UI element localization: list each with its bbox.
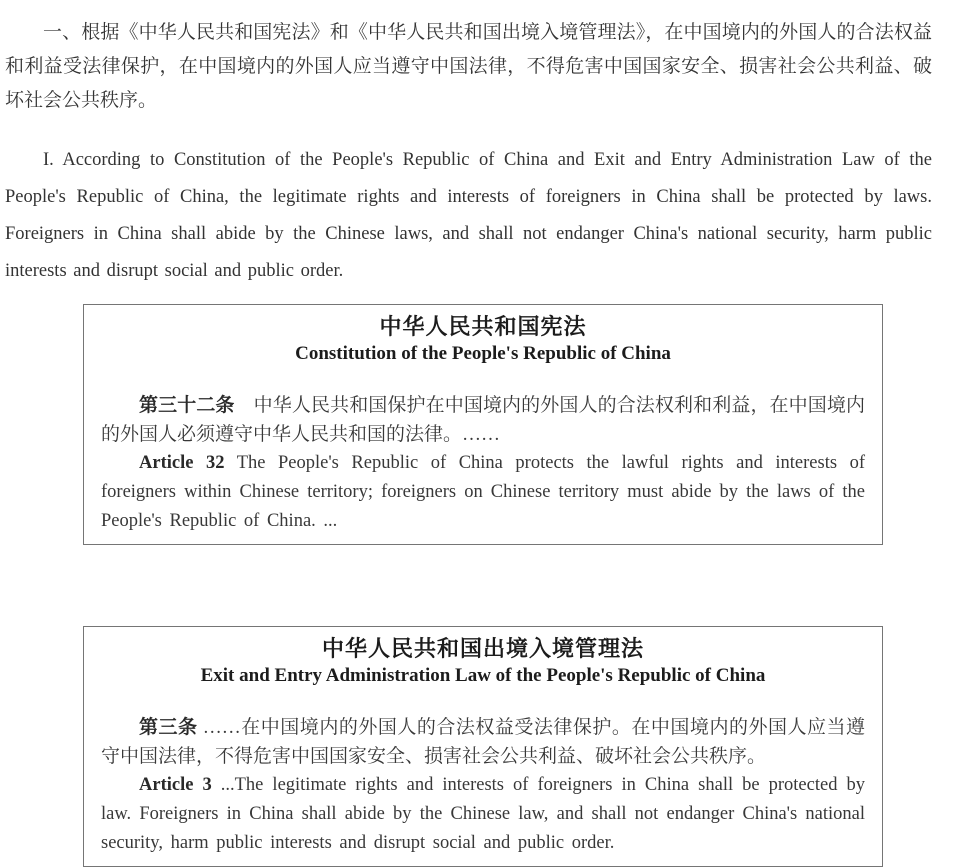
exit-entry-law-quote-box (83, 626, 883, 867)
constitution-article-label-en: Article 32 (139, 453, 225, 473)
intro-paragraph-en: I. According to Constitution of the People's Republic of China and Exit and Entry Administration Law of the People's Republic of China, the legitimate rights and interests of foreigners in China shall be protected by laws. Foreigners in China shall abide by the Chinese laws, and shall not endanger China's national security, harm public interests and disrupt social and public order. (5, 150, 932, 281)
exit-entry-law-title-en: Exit and Entry Administration Law of the People's Republic of China (200, 665, 766, 686)
constitution-article-text-zh: 中华人民共和国保护在中国境内的外国人的合法权利和利益，在中国境内的外国人必须遵守中华人民共和国的法律。…… (101, 395, 865, 445)
intro-paragraph-zh: 一、根据《中华人民共和国宪法》和《中华人民共和国出境入境管理法》，在中国境内的外国人的合法权益和利益受法律保护，在中国境内的外国人应当遵守中国法律，不得危害中国国家安全、损害社会公共利益、破坏社会公共秩序。 (5, 22, 932, 111)
exit-entry-law-article-zh (101, 713, 865, 771)
exit-entry-law-article-label-en: Article 3 (139, 775, 212, 795)
exit-entry-law-article-label-zh: 第三条 (139, 717, 198, 738)
constitution-title-en: Constitution of the People's Republic of China (295, 343, 671, 364)
constitution-article-zh (101, 391, 865, 449)
constitution-title-zh: 中华人民共和国宪法 (379, 314, 587, 339)
constitution-article-en (101, 449, 865, 536)
constitution-article-label-zh: 第三十二条 (139, 395, 235, 416)
exit-entry-law-article-text-en: ...The legitimate rights and interests of foreigners in China shall be protected by law. Foreigners in China shall abide by the Chinese law, and shall not endanger China's national security, harm public interests and disrupt social and public order. (101, 775, 865, 853)
exit-entry-law-article-text-zh: ……在中国境内的外国人的合法权益受法律保护。在中国境内的外国人应当遵守中国法律，不得危害中国国家安全、损害社会公共利益、破坏社会公共秩序。 (101, 717, 865, 767)
constitution-quote-box (83, 304, 883, 545)
exit-entry-law-article-en (101, 771, 865, 858)
constitution-article-text-en: The People's Republic of China protects the lawful rights and interests of foreigners within Chinese territory; foreigners on Chinese territory must abide by the laws of the People's Republic of China. ... (101, 453, 866, 531)
exit-entry-law-title-zh: 中华人民共和国出境入境管理法 (321, 636, 644, 661)
